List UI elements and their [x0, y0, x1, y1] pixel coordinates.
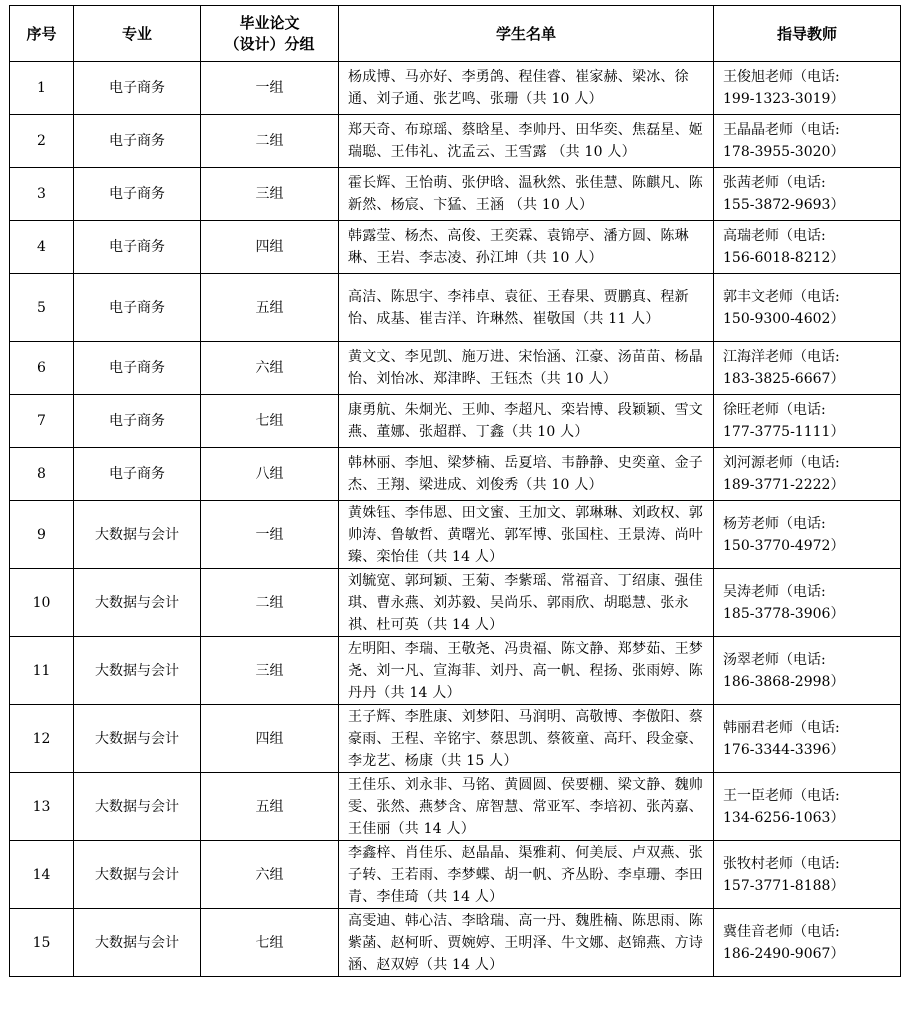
advisor-name: 刘河源老师（电话: — [723, 455, 840, 471]
row-advisor — [714, 841, 901, 909]
row-students: 韩林丽、李旭、梁梦楠、岳夏培、韦静静、史奕童、金子杰、王翔、梁进成、刘俊秀（共 10 人） — [339, 448, 714, 501]
header-students: 学生名单 — [339, 6, 714, 62]
row-major: 电子商务 — [74, 395, 201, 448]
row-major: 大数据与会计 — [74, 773, 201, 841]
row-advisor — [714, 569, 901, 637]
row-advisor — [714, 342, 901, 395]
row-students: 韩露莹、杨杰、高俊、王奕霖、袁锦亭、潘方圆、陈琳琳、王岩、李志凌、孙江坤（共 10 人） — [339, 221, 714, 274]
row-index: 13 — [10, 773, 74, 841]
advisor-phone: 189-3771-2222） — [723, 477, 845, 493]
advisor-phone: 185-3778-3906） — [723, 605, 845, 622]
table-row — [10, 168, 901, 221]
row-index: 4 — [10, 221, 74, 274]
advisor-name: 汤翠老师（电话: — [723, 651, 826, 668]
advisor-phone: 157-3771-8188） — [723, 877, 845, 894]
row-group: 一组 — [201, 62, 339, 115]
grouping-table — [9, 5, 901, 977]
row-major: 大数据与会计 — [74, 841, 201, 909]
row-index: 1 — [10, 62, 74, 115]
row-advisor — [714, 221, 901, 274]
row-major: 大数据与会计 — [74, 637, 201, 705]
row-index: 11 — [10, 637, 74, 705]
header-row — [10, 6, 901, 62]
advisor-phone: 150-3770-4972） — [723, 537, 845, 554]
advisor-phone: 186-2490-9067） — [723, 945, 845, 962]
row-index: 6 — [10, 342, 74, 395]
row-major: 电子商务 — [74, 342, 201, 395]
row-major: 电子商务 — [74, 448, 201, 501]
row-group: 七组 — [201, 909, 339, 977]
advisor-phone: 178-3955-3020） — [723, 144, 845, 160]
table-row — [10, 395, 901, 448]
row-major: 大数据与会计 — [74, 705, 201, 773]
table-row — [10, 274, 901, 342]
row-students: 王佳乐、刘永非、马铭、黄圆圆、侯要棚、梁文静、魏帅雯、张然、燕梦含、席智慧、常亚军、李培初、张芮嘉、王佳丽（共 14 人） — [339, 773, 714, 841]
row-advisor — [714, 168, 901, 221]
header-group — [201, 6, 339, 62]
row-students: 黄姝钰、李伟恩、田文蜜、王加文、郭琳琳、刘政权、郭帅涛、鲁敏哲、黄曙光、郭军博、张国柱、王景涛、尚叶臻、栾怡佳（共 14 人） — [339, 501, 714, 569]
row-group: 七组 — [201, 395, 339, 448]
row-students: 王子辉、李胜康、刘梦阳、马润明、高敬博、李傲阳、蔡豪雨、王程、辛铭宇、蔡思凯、蔡筱童、高玕、段金豪、李龙艺、杨康（共 15 人） — [339, 705, 714, 773]
row-students: 高洁、陈思宇、李祎卓、袁征、王春果、贾鹏真、程新怡、成基、崔吉洋、许琳然、崔敬国（共 11 人） — [339, 274, 714, 342]
row-group: 六组 — [201, 841, 339, 909]
advisor-name: 高瑞老师（电话: — [723, 228, 826, 244]
advisor-name: 王晶晶老师（电话: — [723, 122, 840, 138]
row-major: 电子商务 — [74, 168, 201, 221]
row-major: 电子商务 — [74, 274, 201, 342]
table-row — [10, 448, 901, 501]
advisor-name: 郭丰文老师（电话: — [723, 288, 840, 305]
row-index: 12 — [10, 705, 74, 773]
header-group-line1: 毕业论文 — [239, 13, 300, 32]
advisor-name: 王俊旭老师（电话: — [723, 69, 840, 85]
row-major: 大数据与会计 — [74, 569, 201, 637]
table-row — [10, 342, 901, 395]
header-major: 专业 — [74, 6, 201, 62]
row-index: 8 — [10, 448, 74, 501]
row-advisor — [714, 705, 901, 773]
row-index: 2 — [10, 115, 74, 168]
advisor-phone: 134-6256-1063） — [723, 809, 845, 826]
row-index: 10 — [10, 569, 74, 637]
header-index: 序号 — [10, 6, 74, 62]
row-advisor — [714, 62, 901, 115]
row-group: 二组 — [201, 569, 339, 637]
row-advisor — [714, 395, 901, 448]
row-advisor — [714, 115, 901, 168]
table-row — [10, 569, 901, 637]
row-group: 六组 — [201, 342, 339, 395]
row-students: 霍长辉、王怡萌、张伊晗、温秋然、张佳慧、陈麒凡、陈新然、杨宸、卞猛、王涵 （共 10 人） — [339, 168, 714, 221]
row-students: 左明阳、李瑞、王敬尧、冯贵福、陈文静、郑梦茹、王梦尧、刘一凡、宣海菲、刘丹、高一帆、程扬、张雨婷、陈丹丹（共 14 人） — [339, 637, 714, 705]
advisor-phone: 186-3868-2998） — [723, 673, 845, 690]
row-students: 李鑫梓、肖佳乐、赵晶晶、渠雅莉、何美辰、卢双燕、张子转、王若雨、李梦蝶、胡一帆、齐丛盼、李卓珊、李田青、李佳琦（共 14 人） — [339, 841, 714, 909]
row-group: 四组 — [201, 221, 339, 274]
row-students: 康勇航、朱炯光、王帅、李超凡、栾岩博、段颖颖、雪文燕、董娜、张超群、丁鑫（共 10 人） — [339, 395, 714, 448]
advisor-phone: 199-1323-3019） — [723, 91, 845, 107]
row-major: 电子商务 — [74, 62, 201, 115]
row-advisor — [714, 909, 901, 977]
advisor-name: 王一臣老师（电话: — [723, 787, 840, 804]
row-advisor — [714, 637, 901, 705]
advisor-name: 冀佳音老师（电话: — [723, 923, 840, 940]
table-row — [10, 909, 901, 977]
row-advisor — [714, 773, 901, 841]
advisor-phone: 177-3775-1111） — [723, 424, 845, 440]
row-group: 四组 — [201, 705, 339, 773]
advisor-phone: 183-3825-6667） — [723, 371, 845, 387]
row-index: 9 — [10, 501, 74, 569]
row-index: 5 — [10, 274, 74, 342]
row-group: 一组 — [201, 501, 339, 569]
row-major: 大数据与会计 — [74, 909, 201, 977]
row-major: 大数据与会计 — [74, 501, 201, 569]
advisor-name: 杨芳老师（电话: — [723, 515, 826, 532]
row-index: 7 — [10, 395, 74, 448]
row-students: 高雯迪、韩心洁、李晗瑞、高一丹、魏胜楠、陈思雨、陈紫菡、赵柯昕、贾婉婷、王明泽、牛文娜、赵锦燕、方诗涵、赵双婷（共 14 人） — [339, 909, 714, 977]
row-group: 五组 — [201, 773, 339, 841]
advisor-phone: 176-3344-3396） — [723, 741, 845, 758]
table-row — [10, 221, 901, 274]
row-advisor — [714, 448, 901, 501]
row-group: 三组 — [201, 637, 339, 705]
table-row — [10, 501, 901, 569]
header-advisor: 指导教师 — [714, 6, 901, 62]
row-group: 三组 — [201, 168, 339, 221]
table-row — [10, 115, 901, 168]
table-row — [10, 773, 901, 841]
row-major: 电子商务 — [74, 115, 201, 168]
row-students: 杨成博、马亦好、李勇鸽、程佳睿、崔家赫、梁冰、徐通、刘子通、张艺鸣、张珊（共 10 人） — [339, 62, 714, 115]
table-row — [10, 637, 901, 705]
row-group: 二组 — [201, 115, 339, 168]
row-students: 刘毓宽、郭珂颖、王菊、李紫瑶、常福音、丁绍康、强佳琪、曹永燕、刘苏毅、吴尚乐、郭雨欣、胡聪慧、张永祺、杜可英（共 14 人） — [339, 569, 714, 637]
row-major: 电子商务 — [74, 221, 201, 274]
advisor-phone: 150-9300-4602） — [723, 310, 845, 327]
table-row — [10, 705, 901, 773]
row-advisor — [714, 501, 901, 569]
row-index: 3 — [10, 168, 74, 221]
row-advisor — [714, 274, 901, 342]
row-students: 黄文文、李见凯、施万进、宋怡涵、江豪、汤苗苗、杨晶怡、刘怡冰、郑津晔、王钰杰（共 10 人） — [339, 342, 714, 395]
advisor-name: 韩丽君老师（电话: — [723, 719, 840, 736]
advisor-name: 张牧村老师（电话: — [723, 855, 840, 872]
row-index: 15 — [10, 909, 74, 977]
advisor-name: 江海洋老师（电话: — [723, 349, 840, 365]
header-group-line2: （设计）分组 — [224, 34, 315, 53]
table-row — [10, 841, 901, 909]
row-group: 八组 — [201, 448, 339, 501]
advisor-name: 吴涛老师（电话: — [723, 583, 826, 600]
row-group: 五组 — [201, 274, 339, 342]
advisor-name: 张茜老师（电话: — [723, 175, 826, 191]
advisor-name: 徐旺老师（电话: — [723, 402, 826, 418]
row-students: 郑天奇、布琼瑶、蔡晗星、李帅丹、田华奕、焦磊星、姬瑞聪、王伟礼、沈孟云、王雪露 （共 10 人） — [339, 115, 714, 168]
advisor-phone: 156-6018-8212） — [723, 250, 845, 266]
advisor-phone: 155-3872-9693） — [723, 197, 845, 213]
row-index: 14 — [10, 841, 74, 909]
table-row — [10, 62, 901, 115]
